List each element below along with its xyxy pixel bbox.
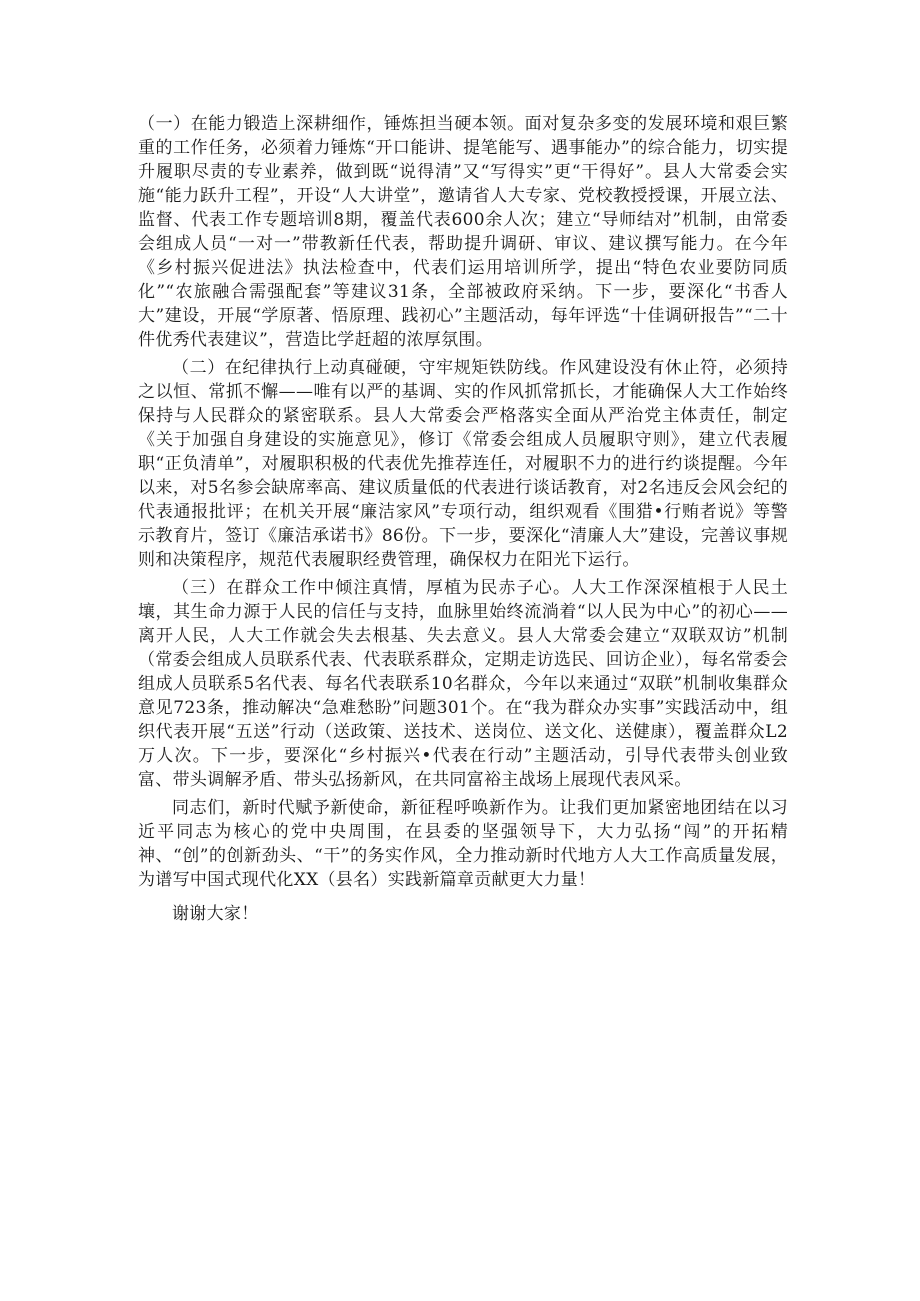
paragraph-thanks: 谢谢大家！ bbox=[172, 904, 259, 924]
document-body bbox=[138, 112, 788, 930]
paragraph-section-three: （三）在群众工作中倾注真情，厚植为民赤子心。人大工作深深植根于人民土壤，其生命力源于人民的信任与支持，血脉里始终流淌着“以人民为中心”的初心——离开人民，人大工作就会失去根基、失去意义。县人大常委会建立“双联双访”机制（常委会组成人员联系代表、代表联系群众，定期走访选民、回访企业），每名常委会组成人员联系5名代表、每名代表联系10名群众，今年以来通过“双联”机制收集群众意见723条，推动解决“急难愁盼”问题301个。在“我为群众办实事”实践活动中，组织代表开展“五送”行动（送政策、送技术、送岗位、送文化、送健康），覆盖群众L2万人次。下一步，要深化“乡村振兴•代表在行动”主题活动，引导代表带头创业致富、带头调解矛盾、带头弘扬新风，在共同富裕主战场上展现代表风采。 bbox=[138, 578, 788, 790]
paragraph-conclusion: 同志们，新时代赋予新使命，新征程呼唤新作为。让我们更加紧密地团结在以习近平同志为核心的党中央周围，在县委的坚强领导下，大力弘扬“闯”的开拓精神、“创”的创新劲头、“干”的务实作风，全力推动新时代地方人大工作高质量发展，为谱写中国式现代化XX（县名）实践新篇章贡献更大力量！ bbox=[138, 798, 788, 890]
paragraph-section-two: （二）在纪律执行上动真碰硬，守牢规矩铁防线。作风建设没有休止符，必须持之以恒、常抓不懈——唯有以严的基调、实的作风抓常抓长，才能确保人大工作始终保持与人民群众的紧密联系。县人大常委会严格落实全面从严治党主体责任，制定《关于加强自身建设的实施意见》，修订《常委会组成人员履职守则》，建立代表履职“正负清单”，对履职积极的代表优先推荐连任，对履职不力的进行约谈提醒。今年以来，对5名参会缺席率高、建议质量低的代表进行谈话教育，对2名违反会风会纪的代表通报批评；在机关开展“廉洁家风”专项行动，组织观看《围猎•行贿者说》等警示教育片，签订《廉洁承诺书》86份。下一步，要深化“清廉人大”建设，完善议事规则和决策程序，规范代表履职经费管理，确保权力在阳光下运行。 bbox=[138, 358, 788, 570]
paragraph-section-one: （一）在能力锻造上深耕细作，锤炼担当硬本领。面对复杂多变的发展环境和艰巨繁重的工作任务，必须着力锤炼“开口能讲、提笔能写、遇事能办”的综合能力，切实提升履职尽责的专业素养，做到既“说得清”又“写得实”更“干得好”。县人大常委会实施“能力跃升工程”，开设“人大讲堂”，邀请省人大专家、党校教授授课，开展立法、监督、代表工作专题培训8期，覆盖代表600余人次；建立“导师结对”机制，由常委会组成人员“一对一”带教新任代表，帮助提升调研、审议、建议撰写能力。在今年《乡村振兴促进法》执法检查中，代表们运用培训所学，提出“特色农业要防同质化”“农旅融合需强配套”等建议31条，全部被政府采纳。下一步，要深化“书香人大”建设，开展“学原著、悟原理、践初心”主题活动，每年评选“十佳调研报告”“二十件优秀代表建议”，营造比学赶超的浓厚氛围。 bbox=[138, 114, 788, 350]
